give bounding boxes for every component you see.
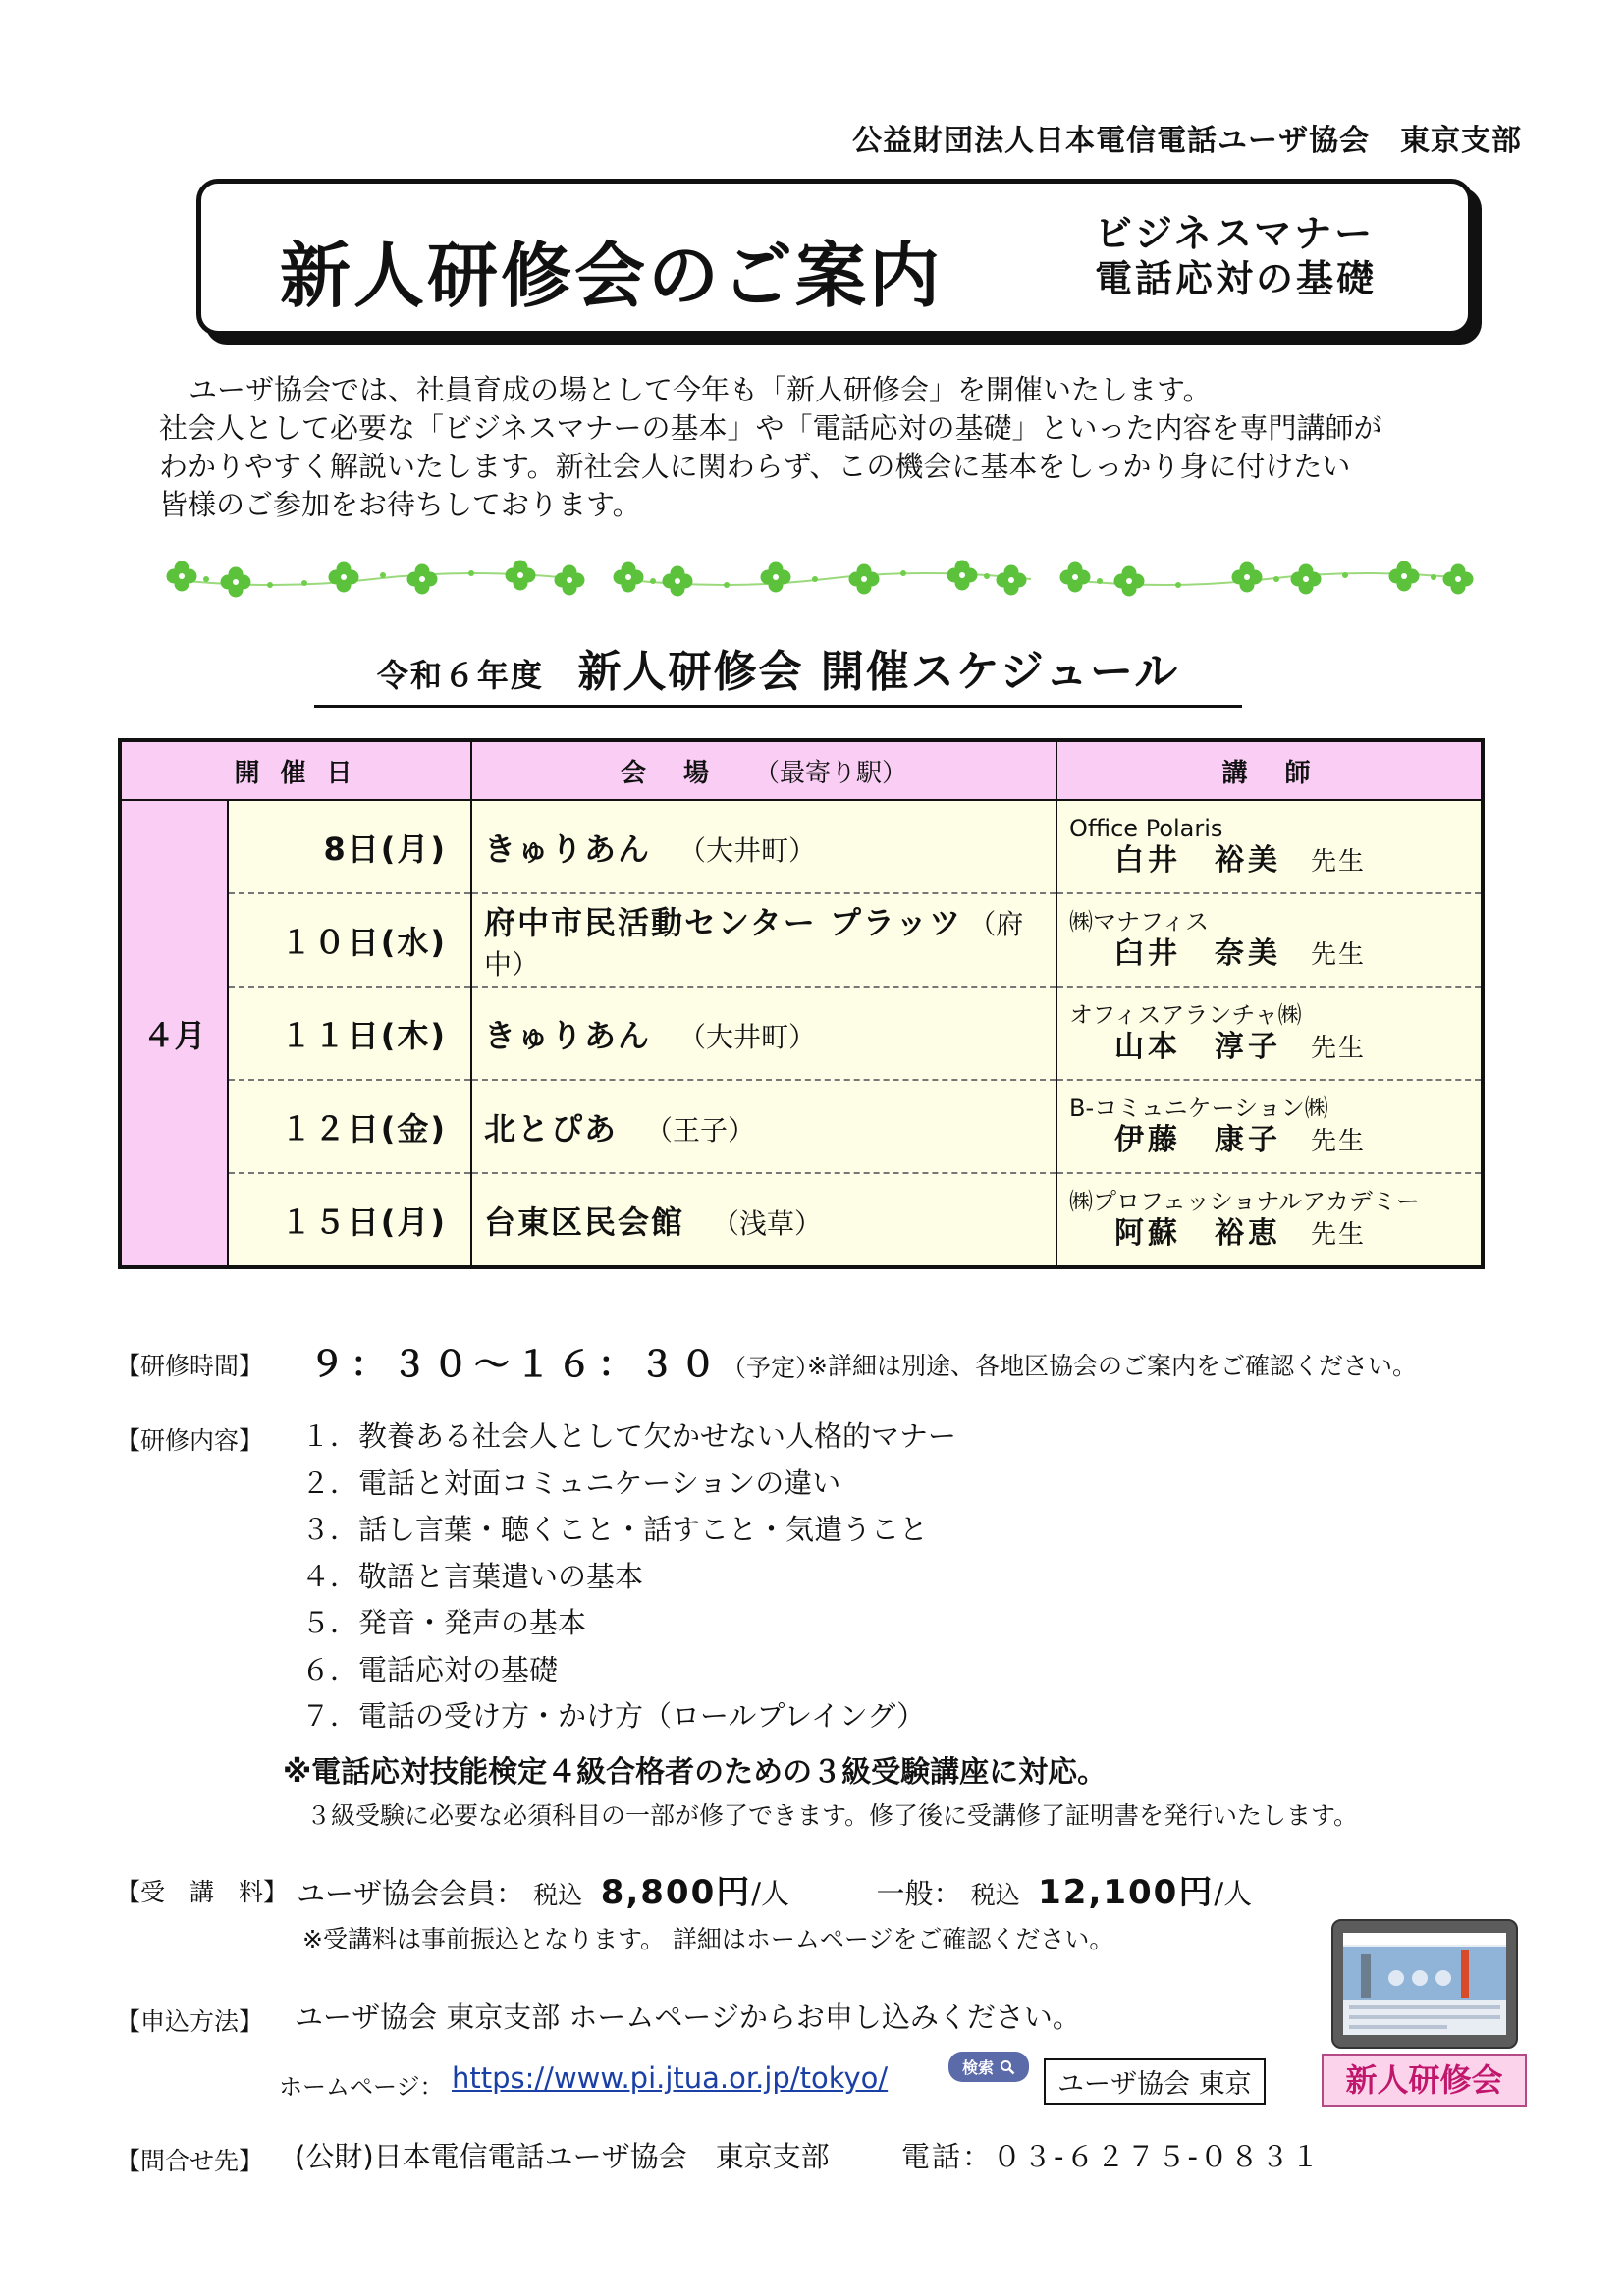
venue-cell <box>471 1080 1056 1173</box>
lecturer-honorific: 先生 <box>1311 1220 1367 1250</box>
lecturer-company: ㈱プロフェッショナルアカデミー <box>1069 1188 1420 1215</box>
date-cell: １２日(金) <box>228 1080 471 1173</box>
apply-text: ユーザ協会 東京支部 ホームページからお申し込みください。 <box>295 2001 1081 2034</box>
table-row <box>120 1080 1483 1173</box>
lecturer-honorific: 先生 <box>1311 1034 1367 1063</box>
time-tentative: （予定） <box>722 1354 821 1382</box>
venue-name: きゅりあん <box>484 1016 652 1054</box>
subtitle-line-1: ビジネスマナー <box>1095 212 1376 255</box>
date-cell: １０日(水) <box>228 893 471 987</box>
organization-name: 公益財団法人日本電信電話ユーザ協会 東京支部 <box>852 124 1522 158</box>
apply-label: 【申込方法】 <box>116 2007 264 2036</box>
lecturer-name: 白井 裕美 <box>1114 843 1282 878</box>
venue-name: 北とぴあ <box>484 1109 619 1148</box>
fee-member-value: 8,800円 <box>600 1873 752 1912</box>
contact-tel: 電話：０３-６２７５-０８３１ <box>901 2140 1322 2173</box>
date-cell: １１日(木) <box>228 987 471 1080</box>
lecturer-honorific: 先生 <box>1311 1127 1367 1156</box>
clover-divider <box>157 550 1483 609</box>
fee-member-label: ユーザ協会会員： <box>297 1877 525 1910</box>
time-line <box>309 1337 820 1387</box>
intro-line: ユーザ協会では、社員育成の場として今年も「新人研修会」を開催いたします。 <box>189 373 1212 406</box>
header-lecturer: 講 師 <box>1056 740 1483 800</box>
search-button[interactable] <box>948 2052 1029 2082</box>
time-note: ※詳細は別途、各地区協会のご案内をご確認ください。 <box>807 1352 1417 1380</box>
search-keyword-box: ユーザ協会 東京 <box>1044 2058 1266 2105</box>
certification-notice-detail: ３級受験に必要な必須科目の一部が修了できます。修了後に受講修了証明書を発行いたします。 <box>306 1801 1359 1830</box>
venue-name: 府中市民活動センター プラッツ <box>484 903 963 941</box>
lecturer-name-line <box>1069 936 1469 973</box>
lecturer-cell <box>1056 987 1483 1080</box>
list-item: ３．話し言葉・聴くこと・話すこと・気遣うこと <box>301 1513 929 1546</box>
homepage-link[interactable]: https://www.pi.jtua.or.jp/tokyo/ <box>452 2061 889 2095</box>
lecturer-company: B-コミュニケーション㈱ <box>1069 1095 1328 1122</box>
table-row <box>120 800 1483 893</box>
lecturer-company: ㈱マナフィス <box>1069 908 1210 935</box>
schedule-title-main: 新人研修会 開催スケジュール <box>577 647 1180 697</box>
lecturer-name-line <box>1069 843 1469 880</box>
content-label: 【研修内容】 <box>116 1426 264 1455</box>
lecturer-name-line <box>1069 1030 1469 1066</box>
header-date: 開 催 日 <box>120 740 471 800</box>
lecturer-honorific: 先生 <box>1311 847 1367 877</box>
lecturer-name: 山本 淳子 <box>1114 1030 1282 1064</box>
lecturer-name: 伊藤 康子 <box>1114 1123 1282 1157</box>
lecturer-name: 阿蘇 裕恵 <box>1114 1216 1282 1251</box>
lecturer-company: オフィスアランチャ㈱ <box>1069 1001 1302 1029</box>
fee-tax-general: 税込 <box>970 1881 1020 1909</box>
certification-notice: ※電話応対技能検定４級合格者のための３級受験講座に対応。 <box>283 1755 1108 1789</box>
time-label: 【研修時間】 <box>116 1352 264 1380</box>
search-button-label: 検索 <box>962 2058 995 2077</box>
month-cell: ４月 <box>120 800 228 1267</box>
intro-paragraph <box>159 371 1494 524</box>
schedule-year: 令和６年度 <box>376 657 544 694</box>
header-venue-label: 会 場 <box>621 758 716 788</box>
fee-general-value: 12,100円 <box>1038 1873 1215 1912</box>
date-cell: 8日(月) <box>228 800 471 893</box>
time-value: ９：３０～１６：３０ <box>309 1345 723 1385</box>
title-box <box>196 179 1473 336</box>
table-row <box>120 1173 1483 1267</box>
venue-station: （浅草） <box>712 1206 823 1240</box>
venue-station: （府中） <box>484 907 1024 981</box>
header-venue <box>471 740 1056 800</box>
lecturer-cell <box>1056 1080 1483 1173</box>
venue-cell <box>471 893 1056 987</box>
venue-name: きゅりあん <box>484 829 652 868</box>
lecturer-cell <box>1056 800 1483 893</box>
list-item: ２．電話と対面コミュニケーションの違い <box>301 1466 841 1500</box>
fee-label: 【受 講 料】 <box>116 1878 289 1906</box>
fee-per: /人 <box>751 1877 790 1910</box>
lecturer-honorific: 先生 <box>1311 940 1367 970</box>
lecturer-cell <box>1056 893 1483 987</box>
fee-note: ※受講料は事前振込となります。 詳細はホームページをご確認ください。 <box>302 1925 1114 1953</box>
lecturer-company: Office Polaris <box>1069 815 1223 842</box>
lecturer-name-line <box>1069 1216 1469 1253</box>
header-venue-note: （最寄り駅） <box>754 758 908 788</box>
venue-station: （大井町） <box>678 1020 817 1053</box>
lecturer-name-line <box>1069 1123 1469 1159</box>
list-item: １．教養ある社会人として欠かせない人格的マナー <box>301 1419 957 1453</box>
venue-cell <box>471 987 1056 1080</box>
fee-general-label: 一般： <box>876 1877 962 1910</box>
fee-line <box>297 1865 1252 1913</box>
website-thumbnail <box>1331 1919 1518 2049</box>
venue-station: （大井町） <box>678 833 817 867</box>
subtitle-line-2: 電話応対の基礎 <box>1095 257 1378 300</box>
venue-cell <box>471 800 1056 893</box>
date-cell: １５日(月) <box>228 1173 471 1267</box>
list-item: ７．電話の受け方・かけ方（ロールプレイング） <box>301 1699 926 1733</box>
table-row <box>120 987 1483 1080</box>
table-row <box>120 893 1483 987</box>
contact-label: 【問合せ先】 <box>116 2147 264 2175</box>
clover-group-3 <box>1060 561 1474 597</box>
fee-per-general: /人 <box>1214 1877 1253 1910</box>
venue-cell <box>471 1173 1056 1267</box>
lecturer-name: 臼井 奈美 <box>1114 936 1282 971</box>
fee-tax: 税込 <box>533 1881 583 1909</box>
clover-group-1 <box>167 561 585 598</box>
list-item: ６．電話応対の基礎 <box>301 1652 559 1686</box>
venue-name: 台東区民会館 <box>484 1202 685 1241</box>
seminar-tag: 新人研修会 <box>1322 2054 1527 2107</box>
content-list <box>301 1414 956 1740</box>
lecturer-cell <box>1056 1173 1483 1267</box>
schedule-table <box>118 738 1485 1269</box>
list-item: ５．発音・発声の基本 <box>301 1606 587 1639</box>
title-subtitle <box>1095 211 1377 301</box>
contact-org: (公財)日本電信電話ユーザ協会 東京支部 <box>295 2140 830 2173</box>
schedule-header-row <box>120 740 1483 800</box>
search-icon <box>1000 2059 1015 2075</box>
clover-group-2 <box>614 561 1032 597</box>
schedule-title <box>314 636 1242 708</box>
intro-line: 社会人として必要な「ビジネスマナーの基本」や「電話応対の基礎」といった内容を専門講師が <box>159 411 1382 445</box>
page-title: 新人研修会のご案内 <box>280 235 944 317</box>
website-thumbnail-screen <box>1343 1933 1506 2035</box>
homepage-label: ホームページ： <box>279 2073 444 2101</box>
list-item: ４．敬語と言葉遣いの基本 <box>301 1559 644 1593</box>
intro-line: 皆様のご参加をお待ちしております。 <box>159 488 641 521</box>
intro-line: わかりやすく解説いたします。新社会人に関わらず、この機会に基本をしっかり身に付けたい <box>159 450 1351 483</box>
venue-station: （王子） <box>645 1113 756 1147</box>
